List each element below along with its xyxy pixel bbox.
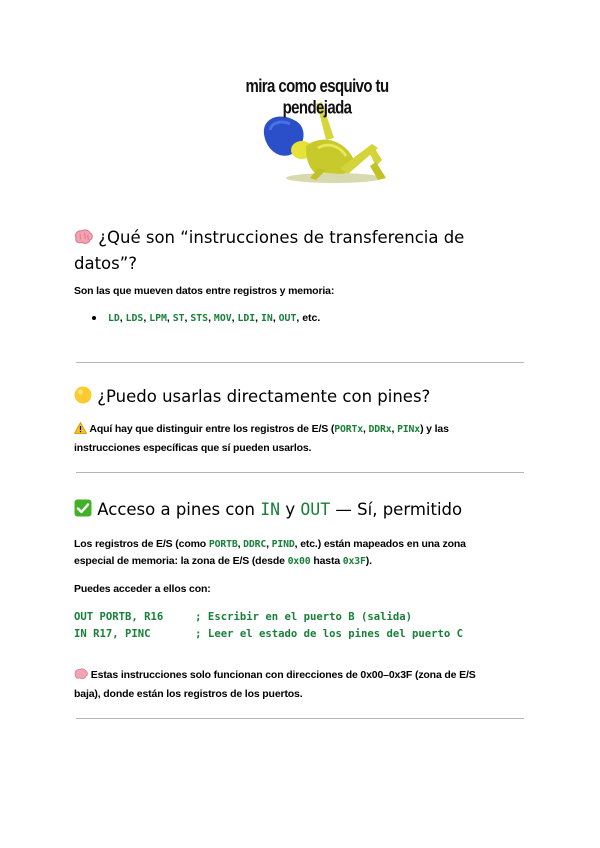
- brain-icon: [74, 668, 88, 686]
- section2-paragraph: Aquí hay que distinguir entre los registros de E/S (PORTx, DDRx, PINx) y las instrucciones específicas que sí pueden usarlos.: [74, 423, 449, 454]
- hex-start: 0x00: [287, 556, 311, 567]
- etc-text: etc.: [302, 312, 321, 324]
- code-line: OUT PORTB, R16 ; Escribir en el puerto B (salida): [74, 611, 413, 623]
- reg-pinx: PINx: [397, 424, 421, 435]
- reg-portb: PORTB: [208, 539, 238, 550]
- section2-title-text: ¿Puedo usarlas directamente con pines?: [97, 387, 431, 406]
- section-title-line2: datos”?: [74, 254, 138, 273]
- section3-paragraph2: Puedes acceder a ellos con:: [74, 583, 211, 595]
- meme-image: [222, 74, 412, 188]
- divider: [76, 362, 524, 363]
- reg-pind: PIND: [271, 539, 295, 550]
- code-line: IN R17, PINC ; Leer el estado de los pines del puerto C: [74, 628, 464, 640]
- section-title-in-out-access: Acceso a pines con IN y OUT — Sí, permitido: [74, 498, 462, 524]
- list-item: LD, LDS, LPM, ST, STS, MOV, LDI, IN, OUT, etc.: [74, 309, 320, 328]
- warning-icon: [74, 422, 87, 440]
- code-block: [74, 609, 463, 643]
- title-out-keyword: OUT: [300, 500, 331, 519]
- yellow-circle-icon: [74, 386, 92, 411]
- instr-sts: STS: [190, 313, 209, 324]
- instr-ld: LD: [108, 313, 120, 324]
- instr-st: ST: [172, 313, 185, 324]
- section1-intro: Son las que mueven datos entre registros y memoria:: [74, 285, 335, 297]
- hex-end: 0x3F: [342, 556, 366, 567]
- instr-mov: MOV: [213, 313, 232, 324]
- section3-paragraph1: Los registros de E/S (como PORTB, DDRC, PIND, etc.) están mapeados en una zona especial de memoria: la zona de E/S (desde 0x00 hasta 0x3F).: [74, 538, 466, 567]
- instr-in: IN: [261, 313, 273, 324]
- divider: [76, 718, 524, 719]
- instr-out: OUT: [278, 313, 297, 324]
- instr-lds: LDS: [125, 313, 144, 324]
- instruction-list: [74, 309, 320, 328]
- reg-portx: PORTx: [334, 424, 363, 435]
- title-in-keyword: IN: [260, 500, 281, 519]
- check-mark-icon: [74, 499, 92, 524]
- reg-ddrc: DDRC: [243, 539, 267, 550]
- meme-caption: mira como esquivo tu pendejada: [245, 75, 389, 119]
- reg-ddrx: DDRx: [368, 424, 392, 435]
- section3-note: Estas instrucciones solo funcionan con direcciones de 0x00–0x3F (zona de E/S baja), donde están los registros de los puertos.: [74, 669, 476, 700]
- divider: [76, 472, 524, 473]
- section-title-direct-pins: [74, 385, 430, 411]
- instr-lpm: LPM: [149, 313, 167, 324]
- section-title-transfer-instructions: [74, 226, 464, 276]
- instr-ldi: LDI: [237, 313, 256, 324]
- section-title-line1: ¿Qué son “instrucciones de transferencia de: [98, 228, 465, 247]
- brain-icon: [74, 228, 93, 252]
